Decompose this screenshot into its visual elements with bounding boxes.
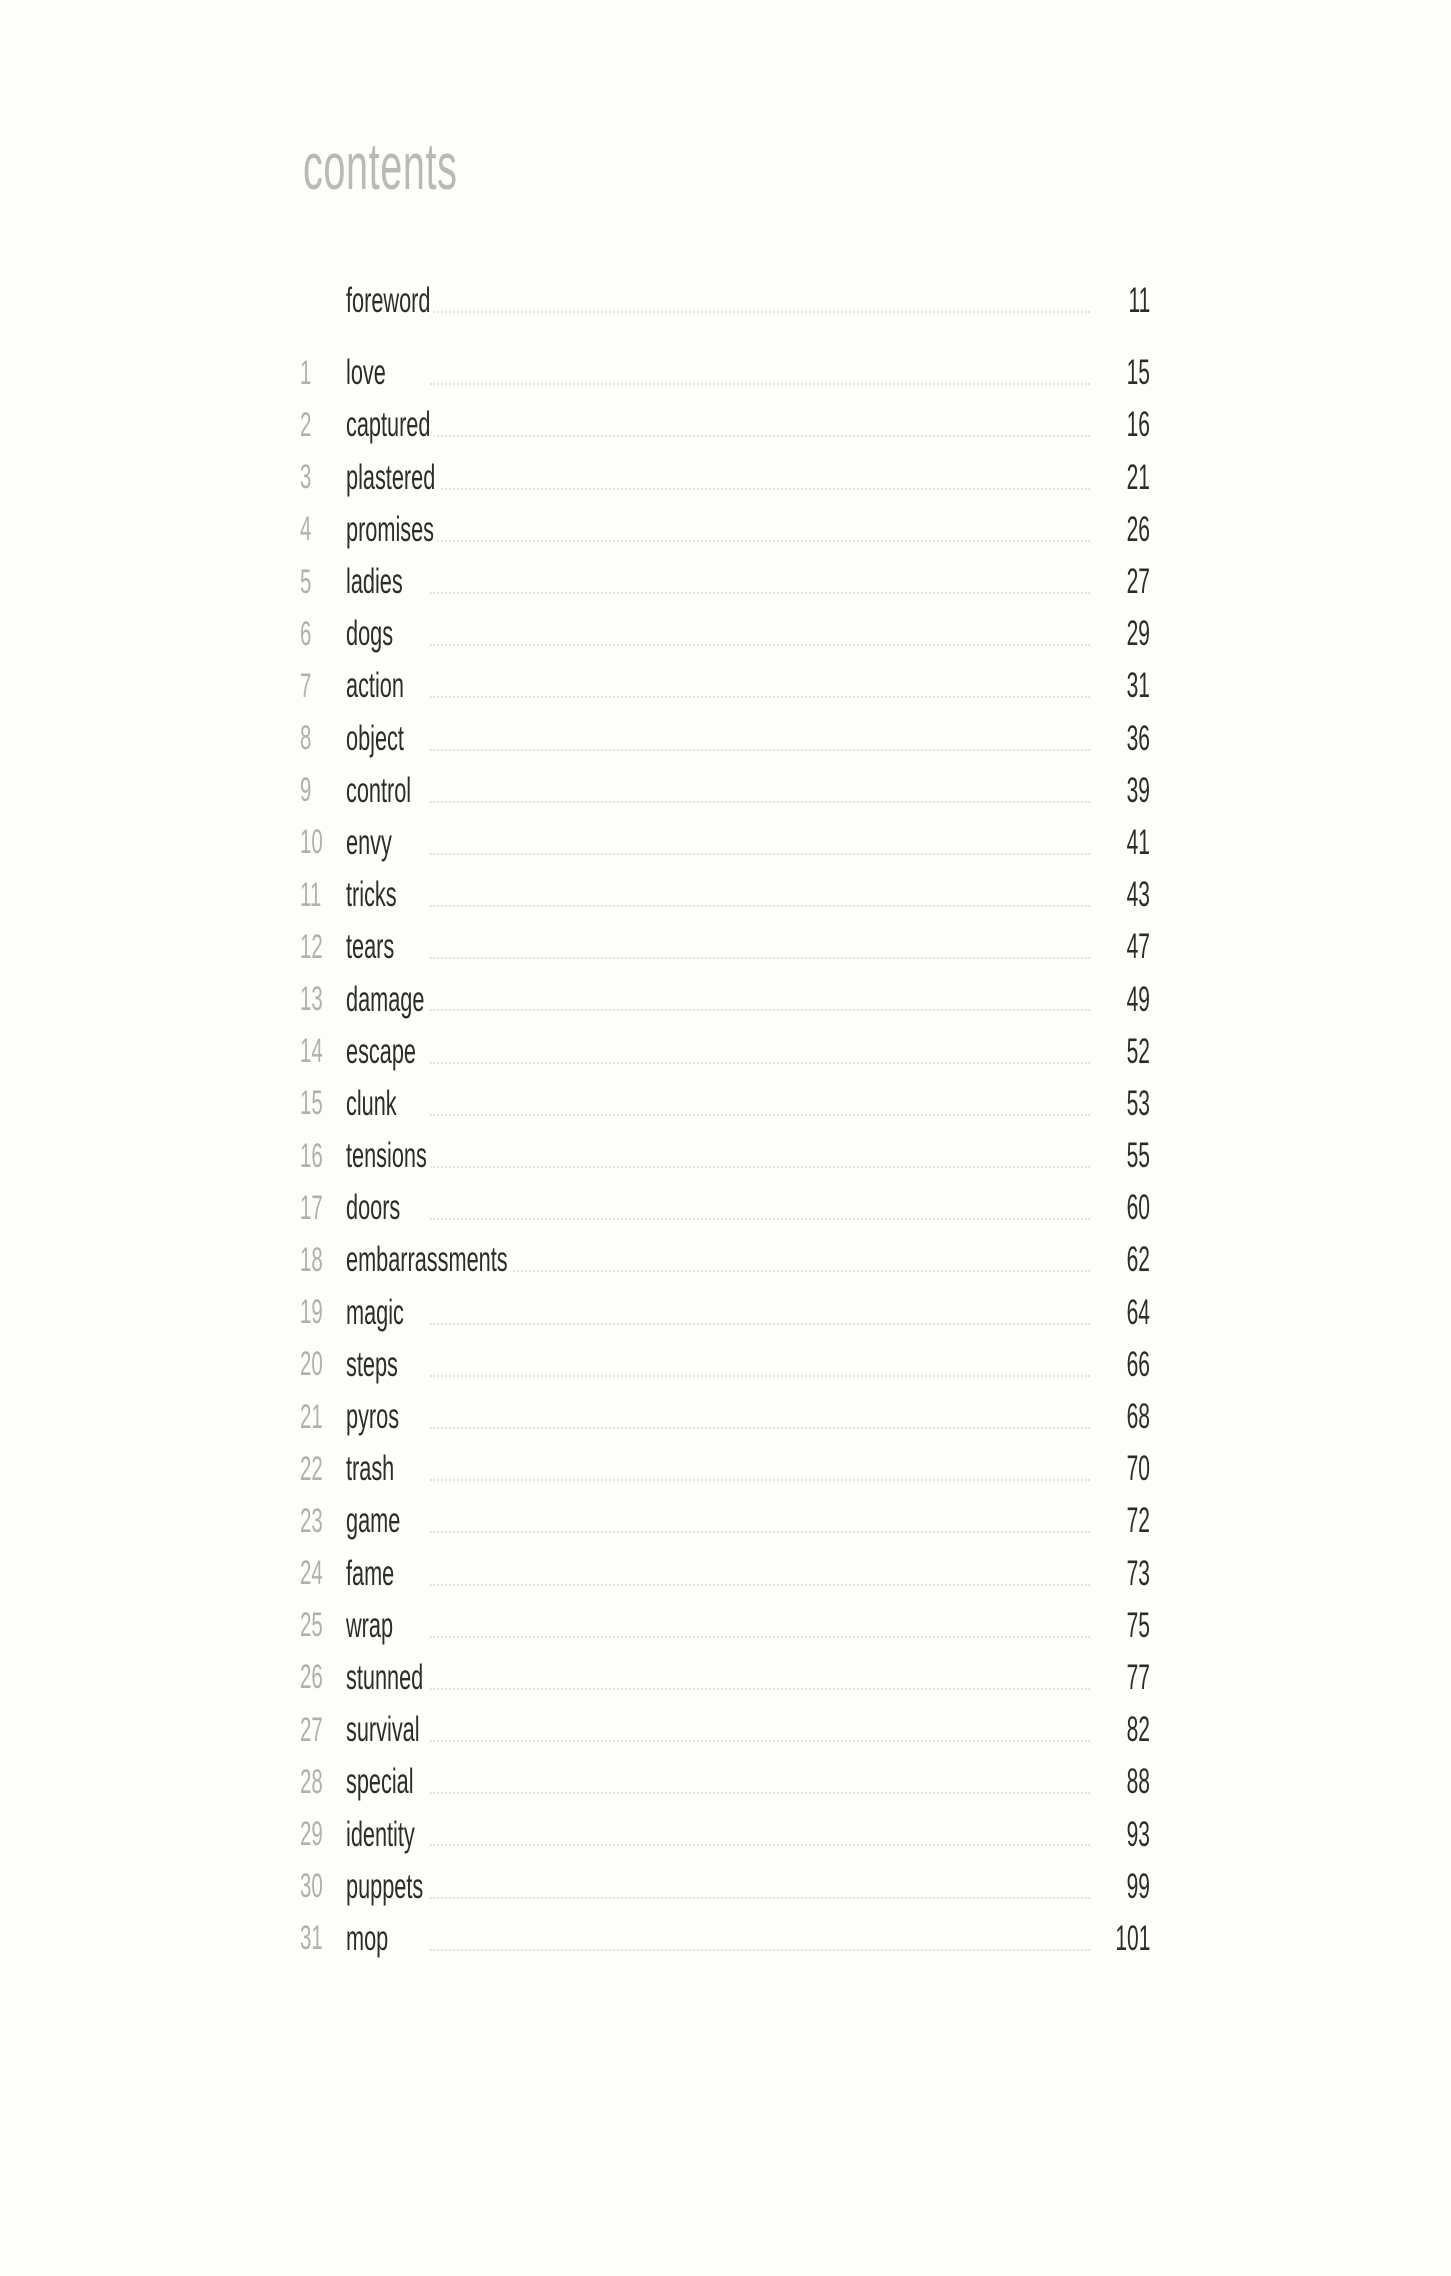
toc-entry[interactable]: [300, 1495, 1150, 1547]
entry-title: survival: [346, 1710, 423, 1750]
entry-page-number: 43: [1126, 875, 1150, 915]
entry-title: object: [346, 719, 408, 759]
chapter-number: 9: [300, 771, 312, 810]
entry-page-number: 64: [1126, 1292, 1150, 1332]
toc-entry[interactable]: [300, 1913, 1150, 1965]
dot-leader: [430, 1062, 1090, 1064]
entry-title: envy: [346, 823, 396, 863]
entry-title: love: [346, 353, 390, 393]
entry-title: tricks: [346, 875, 400, 915]
entry-title: foreword: [346, 281, 434, 321]
toc-entry[interactable]: [300, 1808, 1150, 1860]
toc-entry[interactable]: [300, 1756, 1150, 1808]
entry-page-number: 93: [1126, 1814, 1150, 1854]
chapter-number: 14: [300, 1032, 323, 1071]
dot-leader: [430, 1949, 1090, 1951]
chapter-number: 26: [300, 1658, 323, 1697]
dot-leader: [430, 905, 1090, 907]
chapter-list: [300, 347, 1150, 1965]
dot-leader: [430, 1375, 1090, 1377]
toc-entry[interactable]: [300, 504, 1150, 556]
entry-title: pyros: [346, 1397, 403, 1437]
entry-title: escape: [346, 1032, 420, 1072]
entry-page-number: 11: [1128, 281, 1150, 321]
chapter-number: 18: [300, 1240, 323, 1279]
toc-entry[interactable]: [300, 608, 1150, 660]
toc-entry[interactable]: [300, 1861, 1150, 1913]
toc-entry[interactable]: [300, 1548, 1150, 1600]
entry-page-number: 60: [1126, 1188, 1150, 1228]
chapter-number: 30: [300, 1867, 323, 1906]
dot-leader: [430, 1270, 1090, 1272]
entry-title: wrap: [346, 1606, 397, 1646]
chapter-number: 23: [300, 1501, 323, 1540]
dot-leader: [430, 801, 1090, 803]
dot-leader: [430, 749, 1090, 751]
table-of-contents: [300, 275, 1150, 1965]
entry-page-number: 70: [1126, 1449, 1150, 1489]
entry-page-number: 75: [1126, 1605, 1150, 1645]
entry-page-number: 26: [1126, 509, 1150, 549]
toc-entry[interactable]: [300, 556, 1150, 608]
dot-leader: [430, 540, 1090, 542]
toc-entry[interactable]: [300, 1652, 1150, 1704]
entry-title: tensions: [346, 1136, 431, 1176]
dot-leader: [430, 1792, 1090, 1794]
chapter-number: 2: [300, 405, 312, 444]
chapter-number: 19: [300, 1293, 323, 1332]
entry-page-number: 82: [1126, 1710, 1150, 1750]
entry-page-number: 29: [1126, 614, 1150, 654]
entry-page-number: 73: [1126, 1553, 1150, 1593]
entry-title: damage: [346, 980, 428, 1020]
chapter-number: 16: [300, 1136, 323, 1175]
entry-page-number: 55: [1126, 1136, 1150, 1176]
chapter-number: 8: [300, 719, 312, 758]
chapter-number: 22: [300, 1449, 323, 1488]
entry-title: captured: [346, 405, 434, 445]
entry-title: doors: [346, 1188, 404, 1228]
chapter-number: 25: [300, 1606, 323, 1645]
dot-leader: [430, 383, 1090, 385]
entry-page-number: 88: [1126, 1762, 1150, 1802]
chapter-number: 3: [300, 458, 312, 497]
entry-title: steps: [346, 1345, 402, 1385]
dot-leader: [430, 1009, 1090, 1011]
dot-leader: [430, 853, 1090, 855]
entry-page-number: 77: [1126, 1657, 1150, 1697]
entry-page-number: 99: [1126, 1866, 1150, 1906]
chapter-number: 15: [300, 1084, 323, 1123]
toc-entry[interactable]: [300, 399, 1150, 451]
entry-title: identity: [346, 1815, 418, 1855]
entry-title: ladies: [346, 562, 406, 602]
entry-page-number: 68: [1126, 1397, 1150, 1437]
toc-entry[interactable]: [300, 347, 1150, 399]
entry-title: fame: [346, 1554, 398, 1594]
chapter-number: 4: [300, 510, 312, 549]
toc-entry[interactable]: [300, 452, 1150, 504]
chapter-number: 10: [300, 823, 323, 862]
dot-leader: [430, 592, 1090, 594]
entry-title: action: [346, 666, 408, 706]
entry-title: puppets: [346, 1867, 427, 1907]
entry-page-number: 72: [1126, 1501, 1150, 1541]
entry-page-number: 52: [1126, 1031, 1150, 1071]
chapter-number: 13: [300, 980, 323, 1019]
toc-entry[interactable]: [300, 1287, 1150, 1339]
chapter-number: 7: [300, 666, 312, 705]
dot-leader: [430, 311, 1090, 313]
entry-page-number: 53: [1126, 1083, 1150, 1123]
toc-entry[interactable]: [300, 1026, 1150, 1078]
dot-leader: [430, 696, 1090, 698]
toc-entry-foreword[interactable]: [300, 275, 1150, 327]
entry-title: stunned: [346, 1658, 427, 1698]
toc-entry[interactable]: [300, 921, 1150, 973]
entry-title: promises: [346, 510, 438, 550]
toc-entry[interactable]: [300, 869, 1150, 921]
chapter-number: 21: [300, 1397, 323, 1436]
entry-title: magic: [346, 1293, 408, 1333]
chapter-number: 5: [300, 562, 312, 601]
entry-page-number: 101: [1114, 1918, 1150, 1958]
toc-entry[interactable]: [300, 1391, 1150, 1443]
entry-title: embarrassments: [346, 1240, 511, 1280]
entry-page-number: 62: [1126, 1240, 1150, 1280]
dot-leader: [430, 1740, 1090, 1742]
dot-leader: [430, 1479, 1090, 1481]
chapter-number: 17: [300, 1188, 323, 1227]
toc-entry[interactable]: [300, 817, 1150, 869]
toc-entry[interactable]: [300, 1443, 1150, 1495]
toc-entry[interactable]: [300, 1339, 1150, 1391]
toc-entry[interactable]: [300, 660, 1150, 712]
toc-entry[interactable]: [300, 765, 1150, 817]
dot-leader: [430, 1688, 1090, 1690]
entry-page-number: 36: [1126, 718, 1150, 758]
dot-leader: [430, 1531, 1090, 1533]
entry-title: game: [346, 1501, 404, 1541]
dot-leader: [430, 1636, 1090, 1638]
entry-page-number: 27: [1126, 562, 1150, 602]
toc-entry[interactable]: [300, 1600, 1150, 1652]
dot-leader: [430, 1218, 1090, 1220]
toc-entry[interactable]: [300, 1234, 1150, 1286]
entry-page-number: 21: [1126, 457, 1150, 497]
dot-leader: [430, 1584, 1090, 1586]
entry-title: trash: [346, 1449, 398, 1489]
chapter-number: 29: [300, 1815, 323, 1854]
toc-entry[interactable]: [300, 1078, 1150, 1130]
toc-entry[interactable]: [300, 1704, 1150, 1756]
chapter-number: 24: [300, 1554, 323, 1593]
chapter-number: 11: [300, 875, 322, 914]
entry-page-number: 66: [1126, 1344, 1150, 1384]
toc-entry[interactable]: [300, 973, 1150, 1025]
dot-leader: [430, 1114, 1090, 1116]
entry-title: plastered: [346, 458, 439, 498]
entry-title: control: [346, 771, 415, 811]
entry-page-number: 39: [1126, 770, 1150, 810]
page-title: contents: [303, 129, 458, 203]
entry-page-number: 47: [1126, 927, 1150, 967]
chapter-number: 12: [300, 927, 323, 966]
entry-title: tears: [346, 927, 398, 967]
dot-leader: [430, 1844, 1090, 1846]
chapter-number: 6: [300, 614, 312, 653]
dot-leader: [430, 1897, 1090, 1899]
dot-leader: [430, 957, 1090, 959]
chapter-number: 31: [300, 1919, 323, 1958]
chapter-number: 1: [300, 353, 312, 392]
chapter-number: 28: [300, 1762, 323, 1801]
dot-leader: [430, 1166, 1090, 1168]
toc-entry[interactable]: [300, 713, 1150, 765]
entry-page-number: 31: [1126, 666, 1150, 706]
chapter-number: 20: [300, 1345, 323, 1384]
dot-leader: [430, 488, 1090, 490]
entry-title: mop: [346, 1919, 392, 1959]
entry-title: dogs: [346, 614, 397, 654]
dot-leader: [430, 644, 1090, 646]
entry-page-number: 49: [1126, 979, 1150, 1019]
entry-page-number: 41: [1126, 822, 1150, 862]
dot-leader: [430, 435, 1090, 437]
toc-entry[interactable]: [300, 1182, 1150, 1234]
entry-title: clunk: [346, 1084, 400, 1124]
chapter-number: 27: [300, 1710, 323, 1749]
dot-leader: [430, 1323, 1090, 1325]
entry-page-number: 16: [1126, 405, 1150, 445]
entry-page-number: 15: [1126, 353, 1150, 393]
entry-title: special: [346, 1762, 417, 1802]
toc-entry[interactable]: [300, 1130, 1150, 1182]
dot-leader: [430, 1427, 1090, 1429]
